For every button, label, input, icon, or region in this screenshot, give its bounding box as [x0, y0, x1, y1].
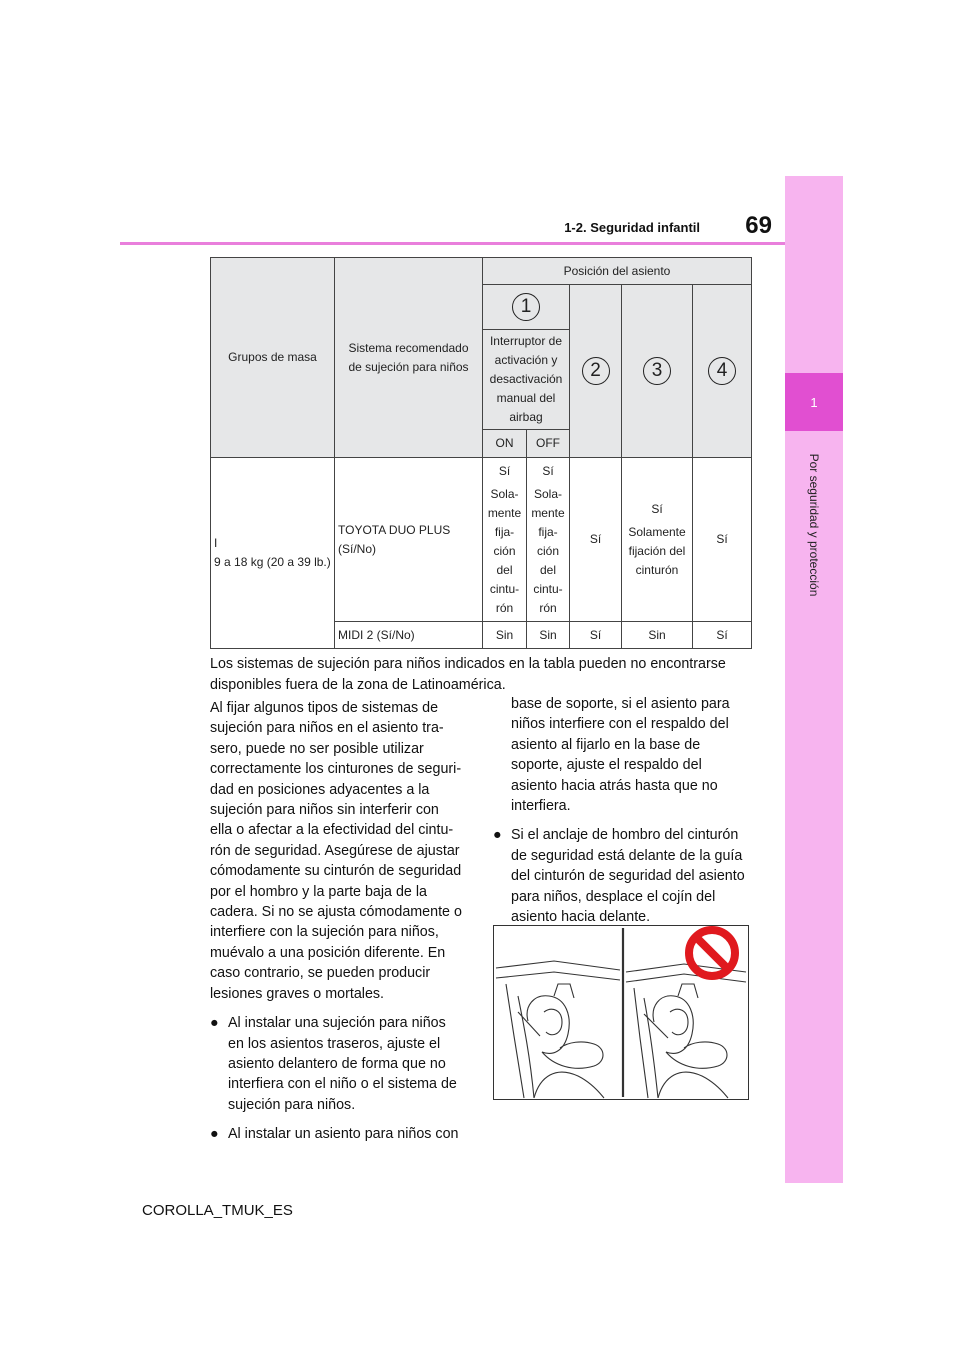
duo-plus-off — [527, 458, 570, 622]
left-roof-line — [496, 961, 620, 970]
chapter-number-tab — [785, 373, 843, 431]
text-line: caso contrario, se pueden producir — [210, 965, 431, 982]
bullet-support-base — [210, 1124, 480, 1144]
text-line: muévalo a una posición diferente. En — [210, 944, 446, 961]
seat-2-number: 2 — [582, 357, 610, 385]
seat-2-cell — [570, 285, 622, 458]
bullet-dot: ● — [210, 1126, 219, 1143]
text-line: correctamente los cinturones de seguri- — [210, 761, 462, 778]
chapter-number: 1 — [810, 394, 818, 410]
text-line: lesiones graves o mortales. — [210, 985, 385, 1002]
text-line: sujeción para niños en el asiento tra- — [210, 720, 444, 737]
left-lower-seat — [534, 1072, 604, 1098]
text-line: asiento delantero de forma que no — [228, 1055, 446, 1072]
header-recommended-system: Sistema recomendado de sujeción para niños — [335, 258, 483, 458]
duo-plus-on-line: fija- — [494, 524, 515, 539]
duo-plus-off-line: mente — [531, 505, 565, 520]
midi-seat-2: Sí — [570, 622, 622, 649]
text-line: cómodamente su cinturón de seguridad — [210, 863, 462, 880]
duo-plus-seat-3-line: cinturón — [635, 562, 679, 577]
left-child-seat-shell — [527, 996, 569, 1054]
bullet-dot: ● — [493, 827, 502, 844]
duo-plus-on-line: Sola- — [490, 486, 519, 501]
duo-plus-on-text — [483, 485, 526, 618]
duo-plus-off-line: cintu- — [533, 581, 563, 596]
text-line: sero, puede no ser posible utilizar — [210, 740, 424, 757]
text-line: rón de seguridad. Asegúrese de ajustar — [210, 842, 460, 859]
group-weight: 9 a 18 kg (20 a 39 lb.) — [214, 555, 331, 569]
midi-off: Sin — [527, 622, 570, 649]
duo-plus-off-text — [527, 485, 569, 618]
child-seat-illustration — [493, 925, 749, 1100]
right-child-seat-inner — [670, 1009, 688, 1035]
document-code: COROLLA_TMUK_ES — [142, 1202, 293, 1219]
right-roof-line-inner — [626, 974, 746, 982]
text-line: asiento hacia delante. — [511, 909, 651, 926]
left-roof-line-inner — [496, 972, 620, 980]
text-line: interfiera. — [511, 798, 571, 815]
child-seat-drawing — [494, 926, 748, 1099]
duo-plus-seat-3-si: Sí — [651, 501, 663, 516]
duo-plus-on-line: cintu- — [489, 581, 520, 596]
bullet-rear-seat — [210, 1013, 480, 1115]
header-rule — [120, 242, 785, 245]
text-line: para niños, desplace el cojín del — [511, 888, 716, 905]
chapter-tab-top — [785, 176, 843, 373]
support-base-continued — [493, 694, 755, 816]
duo-plus-on-line: rón — [495, 600, 514, 615]
bullet-dot: ● — [210, 1015, 219, 1032]
text-line: de seguridad está delante de la guía — [511, 847, 743, 864]
availability-note: Los sistemas de sujeción para niños indicados en la tabla pueden no encontrarse disponibles fuera de la zona de Latinoamérica. — [210, 656, 726, 693]
duo-plus-seat-2: Sí — [570, 458, 622, 622]
text-line: por el hombro y la parte baja de la — [210, 883, 427, 900]
left-seat-edge — [518, 996, 534, 1098]
right-child-seat-shell — [653, 996, 693, 1054]
text-line: asiento al fijarlo en la base de — [511, 736, 701, 753]
midi-seat-4: Sí — [693, 622, 752, 649]
header-on: ON — [483, 430, 527, 458]
seat-1-number: 1 — [512, 293, 540, 321]
text-line: cadera. Si no se ajusta cómodamente o — [210, 904, 462, 921]
duo-plus-on-line: del — [496, 562, 513, 577]
text-line: del cinturón de seguridad del asiento — [511, 868, 745, 885]
duo-plus-off-line: del — [539, 562, 556, 577]
header-mass-group: Grupos de masa — [211, 258, 335, 458]
duo-plus-seat-3 — [622, 458, 693, 622]
text-line: Al instalar una sujeción para niños — [228, 1015, 446, 1032]
duo-plus-seat-3-line: fijación del — [628, 543, 686, 558]
left-child-seat-inner — [544, 1009, 562, 1035]
right-seat-cushion — [666, 1042, 727, 1068]
text-line: asiento hacia atrás hasta que no — [511, 777, 718, 794]
duo-plus-off-si: Sí — [542, 463, 554, 478]
group-cell — [211, 458, 335, 649]
seat-3-number: 3 — [643, 357, 671, 385]
duo-plus-on-line: mente — [487, 505, 522, 520]
section-title: 1-2. Seguridad infantil — [564, 220, 700, 235]
text-line: niños interfiere con el respaldo del — [511, 716, 729, 733]
duo-plus-seat-3-text — [622, 523, 692, 580]
text-line: interfiera con el niño o el sistema de — [228, 1076, 457, 1093]
chapter-title: Por seguridad y protección — [807, 453, 821, 597]
text-line: sujeción para niños sin interferir con — [210, 802, 439, 819]
text-line: Al fijar algunos tipos de sistemas de — [210, 700, 439, 716]
duo-plus-on-line: ción — [493, 543, 516, 558]
left-seat-cushion — [542, 1042, 603, 1068]
system-duo-plus: TOYOTA DUO PLUS (Sí/No) — [335, 458, 483, 622]
text-line: sujeción para niños. — [228, 1096, 356, 1113]
right-lower-seat — [658, 1072, 728, 1098]
text-line: ella o afectar a la efectividad del cintu- — [210, 822, 454, 839]
left-belt — [518, 1012, 540, 1036]
text-line: dad en posiciones adyacentes a la — [210, 781, 430, 798]
duo-plus-off-line: Sola- — [533, 486, 562, 501]
system-midi-2: MIDI 2 (Sí/No) — [335, 622, 483, 649]
prohibition-icon — [689, 930, 735, 976]
left-column — [210, 698, 480, 1145]
duo-plus-seat-4: Sí — [693, 458, 752, 622]
header-off: OFF — [527, 430, 570, 458]
seat-3-cell — [622, 285, 693, 458]
right-column — [493, 694, 755, 927]
duo-plus-off-line: ción — [536, 543, 559, 558]
group-code: I — [214, 536, 218, 550]
midi-seat-3: Sin — [622, 622, 693, 649]
text-line: base de soporte, si el asiento para — [511, 696, 730, 712]
page-number: 69 — [745, 212, 772, 239]
seat-4-number: 4 — [708, 357, 736, 385]
left-headrest — [554, 984, 574, 998]
intro-paragraph — [210, 698, 480, 1004]
right-belt — [644, 1014, 668, 1038]
duo-plus-on — [483, 458, 527, 622]
child-seat-table — [210, 257, 752, 649]
text-line: Si el anclaje de hombro del cinturón — [511, 827, 739, 844]
bullet-shoulder-anchor — [493, 825, 755, 927]
text-line: en los asientos traseros, ajuste el — [228, 1035, 441, 1052]
left-b-pillar — [506, 984, 524, 1098]
text-line: soporte, ajuste el respaldo del — [511, 757, 702, 774]
seat-1-cell — [483, 285, 570, 330]
right-headrest — [678, 984, 698, 998]
duo-plus-off-line: rón — [539, 600, 557, 615]
duo-plus-seat-3-line: Solamente — [628, 524, 686, 539]
seat-4-cell — [693, 285, 752, 458]
text-line: interfiere con la sujeción para niños, — [210, 924, 439, 941]
midi-on: Sin — [483, 622, 527, 649]
right-b-pillar — [634, 988, 648, 1098]
header-airbag-switch: Interruptor de activación y desactivación manual del airbag — [483, 330, 570, 430]
duo-plus-on-si: Sí — [498, 463, 511, 478]
header-seat-position: Posición del asiento — [483, 258, 752, 285]
text-line: Al instalar un asiento para niños con — [228, 1126, 459, 1143]
duo-plus-off-line: fija- — [538, 524, 558, 539]
